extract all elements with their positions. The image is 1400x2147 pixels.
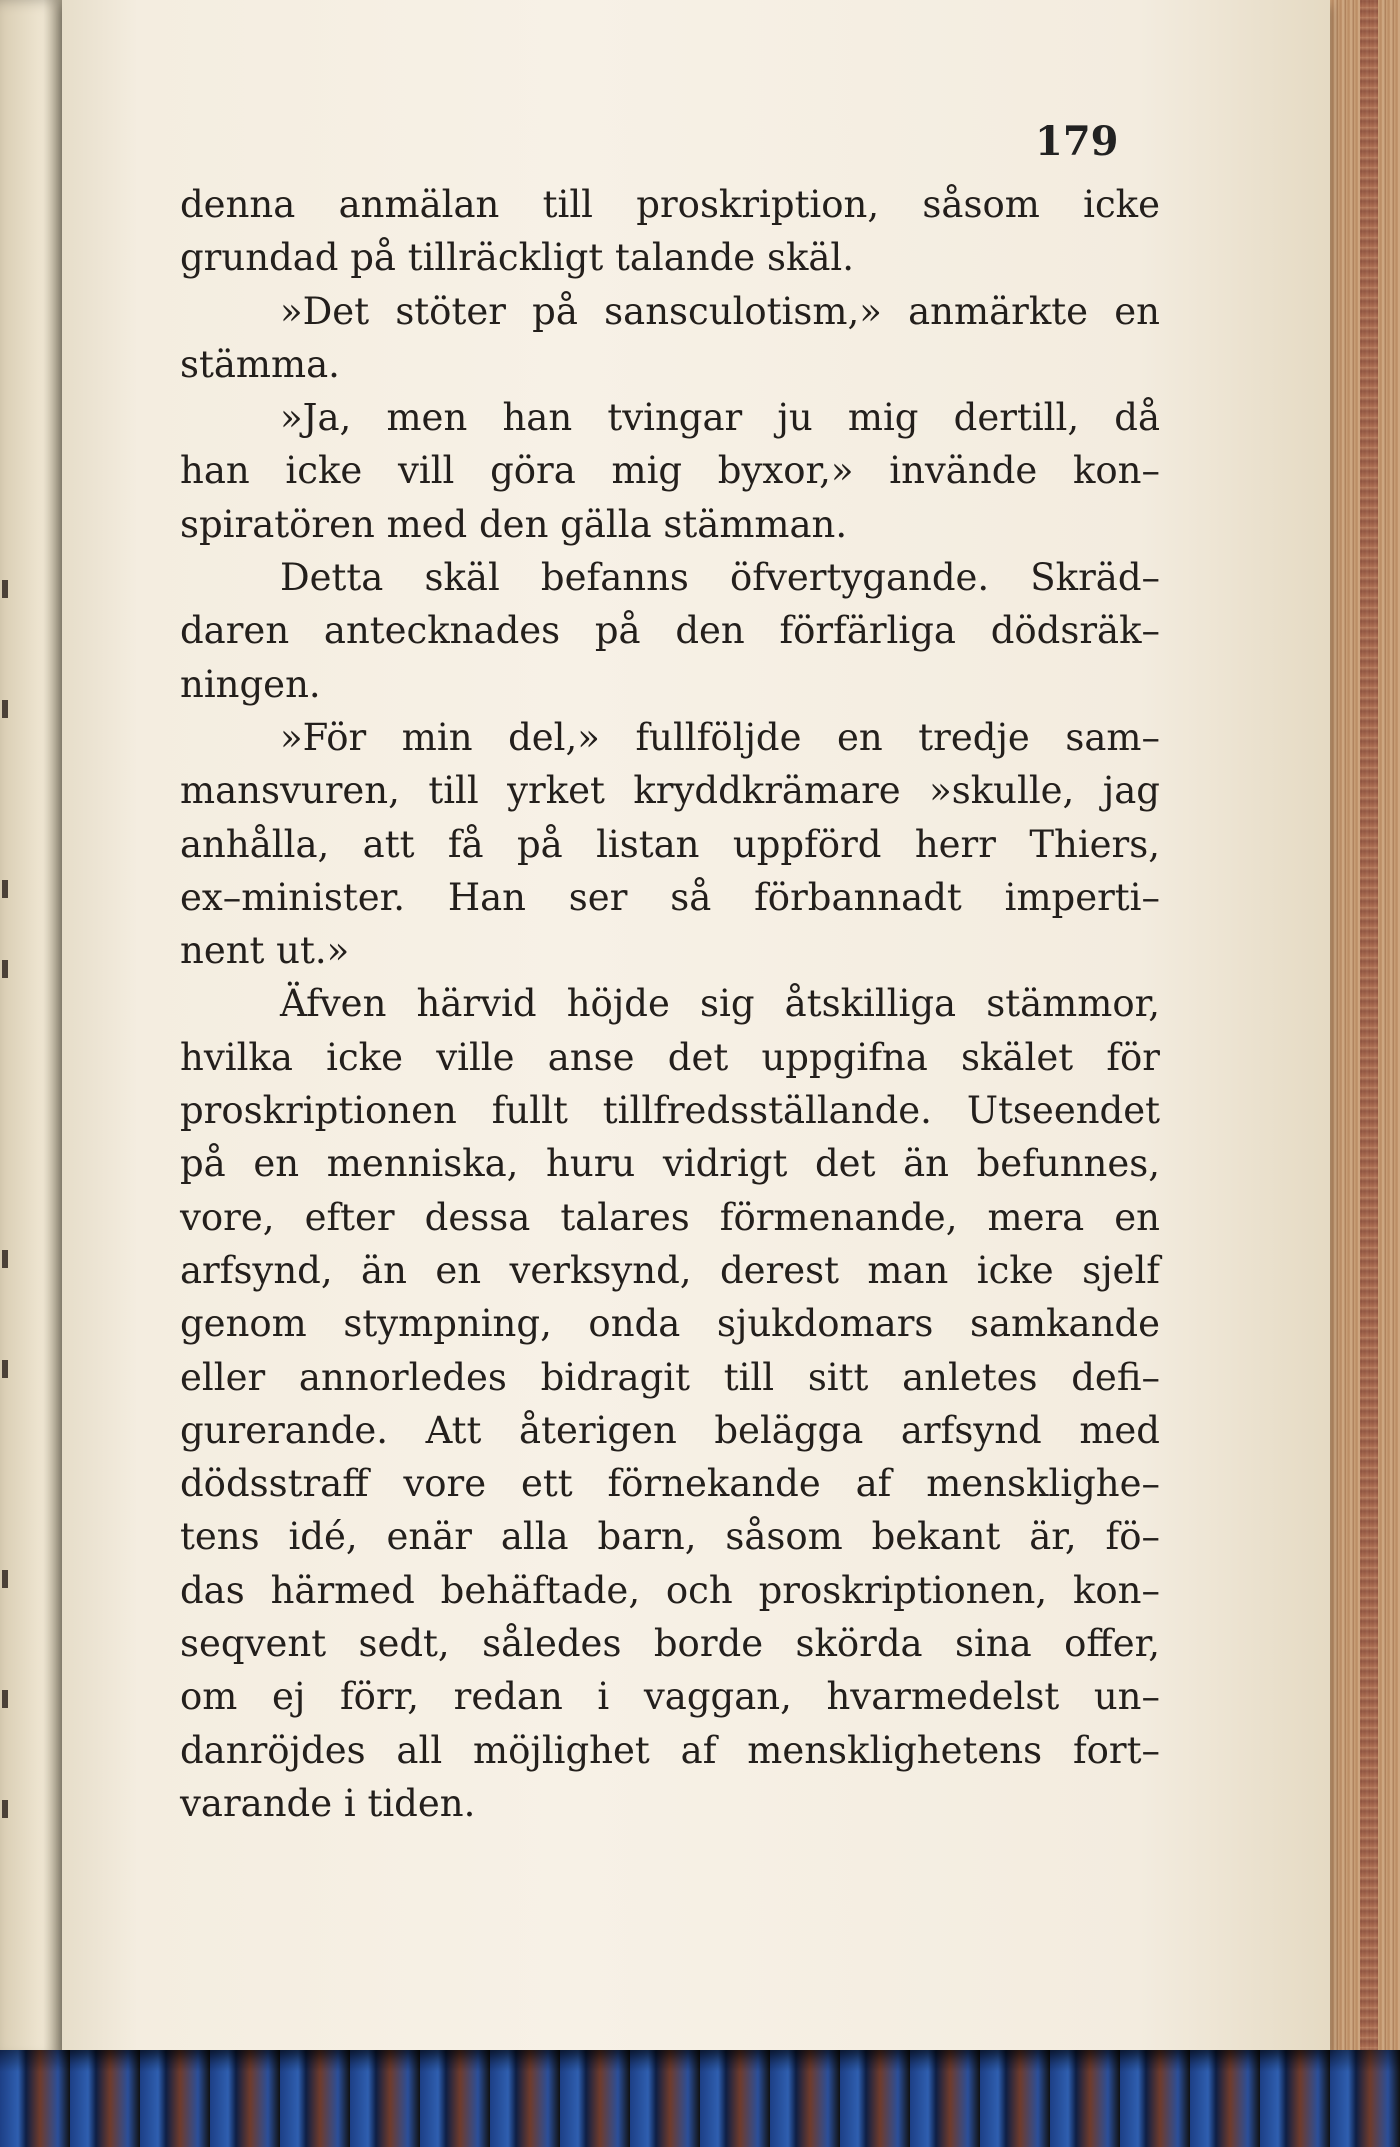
text-line: denna anmälan till proskription, såsom icke	[180, 183, 1160, 226]
text-line: daren antecknades på den förfärliga dödsräk–	[180, 609, 1160, 653]
text-line: på en menniska, huru vidrigt det än befunnes,	[180, 1142, 1160, 1186]
text-line: seqvent sedt, således borde skörda sina offer,	[180, 1622, 1160, 1666]
text-line: »För min del,» fullföljde en tredje sam–	[280, 715, 1160, 759]
text-line: dödsstraff vore ett förnekande af mensklighe–	[180, 1462, 1160, 1506]
text-line: stämma.	[180, 342, 340, 386]
text-line: proskriptionen fullt tillfredsställande. Utseendet	[180, 1089, 1160, 1133]
text-line: »Det stöter på sansculotism,» anmärkte en	[280, 289, 1160, 333]
facing-page-text-fragment	[2, 1690, 8, 1708]
page-number: 179	[1035, 118, 1119, 165]
body-text	[180, 178, 1160, 1830]
facing-page-text-fragment	[2, 960, 8, 978]
text-line: anhålla, att få på listan uppförd herr Thiers,	[180, 822, 1160, 866]
text-line: om ej förr, redan i vaggan, hvarmedelst un–	[180, 1675, 1160, 1719]
facing-page-text-fragment	[2, 1570, 8, 1588]
text-line: gurerande. Att återigen belägga arfsynd med	[180, 1408, 1160, 1452]
text-line: Detta skäl befanns öfvertygande. Skräd–	[280, 556, 1160, 600]
facing-page-text-fragment	[2, 700, 8, 718]
text-line: arfsynd, än en verksynd, derest man icke sjelf	[180, 1248, 1160, 1292]
text-line: hvilka icke ville anse det uppgifna skälet för	[180, 1035, 1160, 1079]
text-line: Äfven härvid höjde sig åtskilliga stämmor,	[280, 982, 1160, 1026]
facing-page-text-fragment	[2, 880, 8, 898]
text-line: tens idé, enär alla barn, såsom bekant är, fö–	[180, 1515, 1160, 1559]
text-line: vore, efter dessa talares förmenande, mera en	[180, 1195, 1160, 1239]
text-line: eller annorledes bidragit till sitt anletes defi–	[180, 1355, 1160, 1399]
book-page-edges	[1330, 0, 1400, 2147]
text-line: grundad på tillräckligt talande skäl.	[180, 236, 855, 280]
text-line: danröjdes all möjlighet af mensklighetens fort–	[180, 1728, 1160, 1772]
text-line: mansvuren, till yrket kryddkrämare »skulle, jag	[180, 769, 1160, 813]
facing-page-edge	[0, 0, 62, 2060]
text-line: das härmed behäftade, och proskriptionen, kon–	[180, 1568, 1160, 1612]
text-line: genom stympning, onda sjukdomars samkande	[180, 1302, 1160, 1346]
text-line: spiratören med den gälla stämman.	[180, 502, 848, 546]
text-line: ningen.	[180, 662, 321, 706]
book-cover-strip	[0, 2050, 1400, 2147]
text-line: ex–minister. Han ser så förbannadt imperti–	[180, 875, 1160, 919]
text-line: han icke vill göra mig byxor,» invände kon–	[180, 449, 1160, 493]
facing-page-text-fragment	[2, 580, 8, 598]
text-line: nent ut.»	[180, 929, 350, 973]
text-line: varande i tiden.	[180, 1781, 476, 1825]
facing-page-text-fragment	[2, 1250, 8, 1268]
facing-page-text-fragment	[2, 1800, 8, 1818]
text-line: »Ja, men han tvingar ju mig dertill, då	[280, 396, 1160, 440]
facing-page-text-fragment	[2, 1360, 8, 1378]
